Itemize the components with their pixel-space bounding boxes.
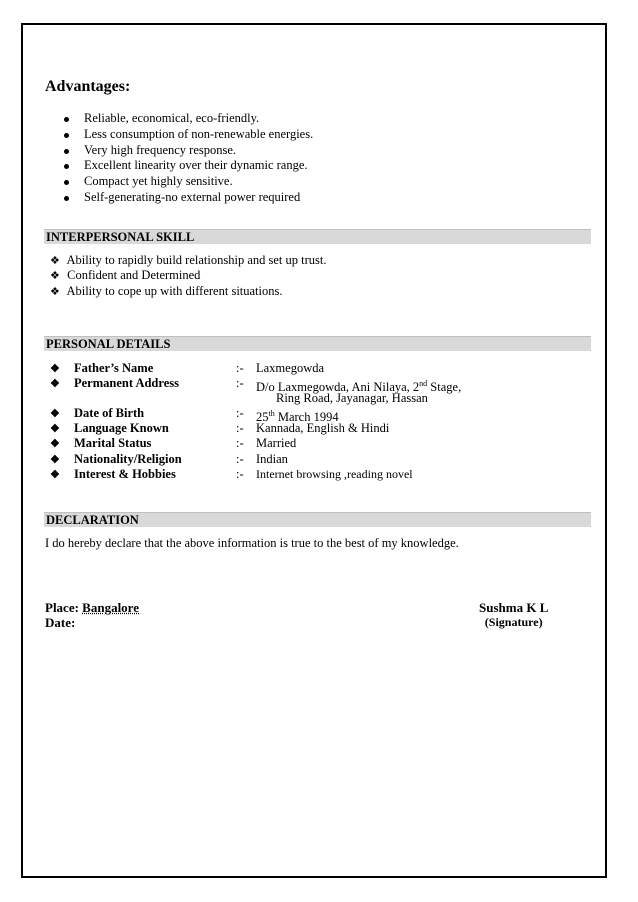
- list-item-text: Ability to cope up with different situations.: [66, 283, 283, 298]
- diamond-bullet-icon: ❖: [50, 469, 60, 481]
- detail-value: Ring Road, Jayanagar, Hassan: [276, 391, 428, 405]
- diamond-bullet-icon: ❖: [50, 270, 60, 283]
- detail-value: 25th March 1994: [256, 409, 339, 424]
- detail-label: ❖ Date of Birth: [50, 406, 145, 420]
- detail-separator: :-: [236, 421, 244, 435]
- signer-name: Sushma K L: [479, 600, 549, 615]
- detail-value: Kannada, English & Hindi: [256, 421, 390, 435]
- detail-label: ❖ Father’s Name: [50, 361, 154, 375]
- list-item-text: Confident and Determined: [67, 268, 201, 283]
- advantages-list: [64, 111, 313, 206]
- list-item: Excellent linearity over their dynamic range.: [64, 158, 313, 174]
- diamond-bullet-icon: ❖: [50, 408, 60, 420]
- place-value: Bangalore: [82, 600, 139, 615]
- list-item: Less consumption of non-renewable energies.: [64, 127, 313, 143]
- detail-value: Married: [256, 436, 297, 450]
- diamond-bullet-icon: ❖: [50, 363, 60, 375]
- detail-label: ❖ Interest & Hobbies: [50, 467, 176, 481]
- detail-value: D/o Laxmegowda, Ani Nilaya, 2nd Stage,: [256, 379, 462, 394]
- place-line: Place: Bangalore: [45, 600, 139, 615]
- list-item: Very high frequency response.: [64, 143, 313, 159]
- detail-value: Laxmegowda: [256, 361, 325, 375]
- place-date-block: [45, 600, 139, 630]
- diamond-bullet-icon: ❖: [50, 285, 60, 298]
- diamond-bullet-icon: ❖: [50, 438, 60, 450]
- list-item: [50, 268, 326, 283]
- detail-value: Internet browsing ,reading novel: [256, 467, 413, 481]
- list-item: Self-generating-no external power required: [64, 190, 313, 206]
- list-item: Compact yet highly sensitive.: [64, 174, 313, 190]
- detail-separator: :-: [236, 436, 244, 450]
- signature-label: (Signature): [484, 615, 543, 629]
- diamond-bullet-icon: ❖: [50, 378, 60, 390]
- detail-separator: :-: [236, 376, 244, 390]
- diamond-bullet-icon: ❖: [50, 423, 60, 435]
- detail-separator: :-: [236, 406, 244, 420]
- detail-separator: :-: [236, 452, 244, 466]
- date-line: Date:: [45, 615, 76, 630]
- list-item: [50, 284, 326, 299]
- detail-separator: :-: [236, 467, 244, 481]
- personal-details-heading: PERSONAL DETAILS: [44, 336, 591, 351]
- detail-label: ❖ Permanent Address: [50, 376, 179, 390]
- list-item: [50, 253, 326, 268]
- advantages-heading: Advantages:: [45, 78, 131, 95]
- detail-separator: :-: [236, 361, 244, 375]
- signature-block: [479, 600, 548, 630]
- list-item: Reliable, economical, eco-friendly.: [64, 111, 313, 127]
- detail-label: ❖ Marital Status: [50, 436, 152, 450]
- diamond-bullet-icon: ❖: [50, 454, 60, 466]
- interpersonal-list: [50, 253, 326, 299]
- detail-label: ❖ Language Known: [50, 421, 169, 435]
- detail-label: ❖ Nationality/Religion: [50, 452, 182, 466]
- interpersonal-heading: INTERPERSONAL SKILL: [44, 229, 591, 244]
- detail-value: Indian: [256, 452, 288, 466]
- diamond-bullet-icon: ❖: [50, 255, 60, 267]
- list-item-text: Ability to rapidly build relationship and set up trust.: [66, 253, 327, 267]
- declaration-text: I do hereby declare that the above information is true to the best of my knowledge.: [45, 536, 459, 550]
- declaration-heading: DECLARATION: [44, 512, 591, 527]
